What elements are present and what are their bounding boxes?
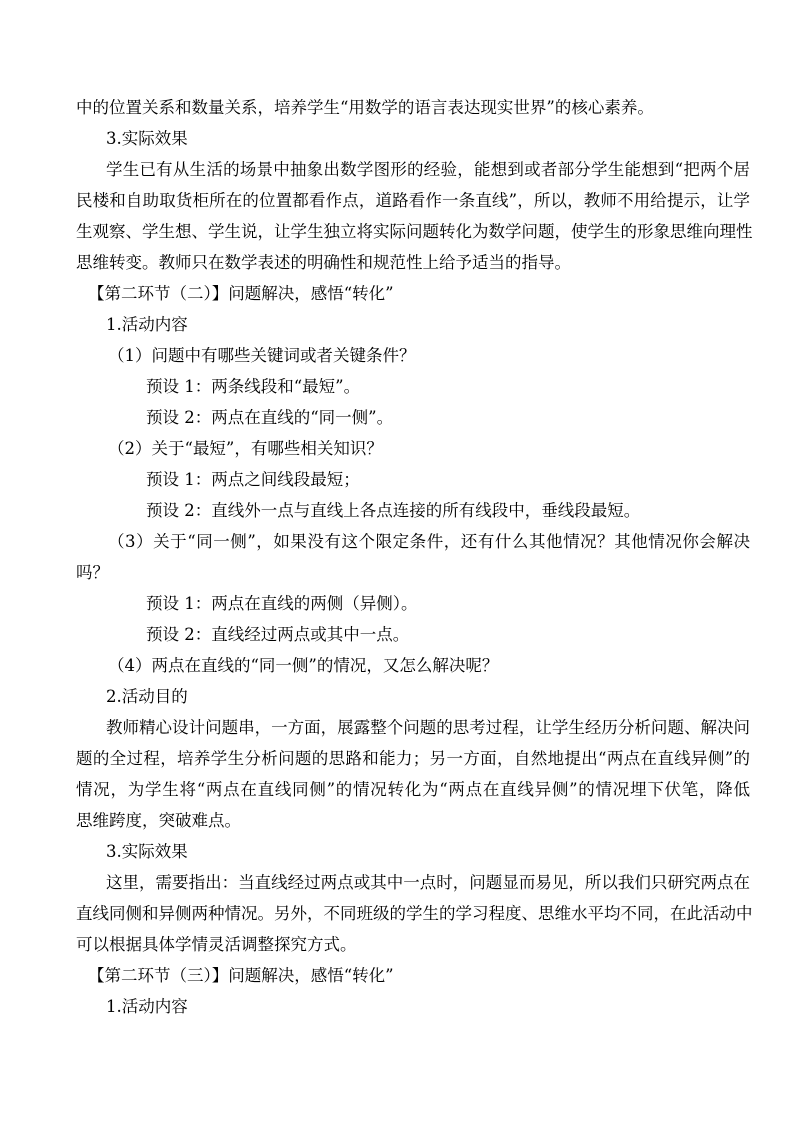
question-item-continued: 吗？	[76, 563, 109, 582]
section-heading: 2.活动目的	[106, 687, 188, 706]
preset-item: 预设 2：两点在直线的“同一侧”。	[146, 408, 394, 427]
paragraph-line: 可以根据具体学情灵活调整探究方式。	[76, 935, 357, 954]
paragraph-line: 民楼和自助取货柜所在的位置都看作点，道路看作一条直线”，所以，教师不用给提示，让学	[76, 191, 750, 210]
paragraph-line: 思维转变。教师只在数学表述的明确性和规范性上给予适当的指导。	[76, 253, 571, 272]
section-heading: 1.活动内容	[106, 997, 188, 1016]
question-item: （4）两点在直线的“同一侧”的情况，又怎么解决呢？	[108, 656, 499, 675]
paragraph-line: 学生已有从生活的场景中抽象出数学图形的经验，能想到或者部分学生能想到“把两个居	[106, 160, 750, 179]
paragraph-line: 题的全过程，培养学生分析问题的思路和能力；另一方面，自然地提出“两点在直线异侧”的	[76, 749, 750, 768]
paragraph-line: 这里，需要指出：当直线经过两点或其中一点时，问题显而易见，所以我们只研究两点在	[106, 873, 750, 892]
paragraph-line: 中的位置关系和数量关系，培养学生“用数学的语言表达现实世界”的核心素养。	[76, 98, 654, 117]
paragraph-line: 情况，为学生将“两点在直线同侧”的情况转化为“两点在直线异侧”的情况埋下伏笔，降低	[76, 780, 750, 799]
section-heading: 3.实际效果	[106, 842, 188, 861]
preset-item: 预设 1：两点之间线段最短；	[146, 470, 360, 489]
section-heading: 【第二环节（二）】问题解决，感悟“转化”	[88, 284, 394, 303]
paragraph-line: 思维跨度，突破难点。	[76, 811, 241, 830]
paragraph-line: 直线同侧和异侧两种情况。另外，不同班级的学生的学习程度、思维水平均不同，在此活动中	[76, 904, 753, 923]
question-item: （3）关于“同一侧”，如果没有这个限定条件，还有什么其他情况？其他情况你会解决	[108, 532, 750, 551]
paragraph-line: 教师精心设计问题串，一方面，展露整个问题的思考过程，让学生经历分析问题、解决问	[106, 718, 750, 737]
question-item: （1）问题中有哪些关键词或者关键条件？	[108, 346, 416, 365]
question-item: （2）关于“最短”，有哪些相关知识？	[108, 439, 383, 458]
section-heading: 【第二环节（三）】问题解决，感悟“转化”	[88, 966, 394, 985]
preset-item: 预设 2：直线外一点与直线上各点连接的所有线段中，垂线段最短。	[146, 501, 641, 520]
preset-item: 预设 1：两条线段和“最短”。	[146, 377, 361, 396]
paragraph-line: 生观察、学生想、学生说，让学生独立将实际问题转化为数学问题，使学生的形象思维向理性	[76, 222, 753, 241]
section-heading: 3.实际效果	[106, 129, 188, 148]
section-heading: 1.活动内容	[106, 315, 188, 334]
preset-item: 预设 2：直线经过两点或其中一点。	[146, 625, 410, 644]
preset-item: 预设 1：两点在直线的两侧（异侧）。	[146, 594, 418, 613]
